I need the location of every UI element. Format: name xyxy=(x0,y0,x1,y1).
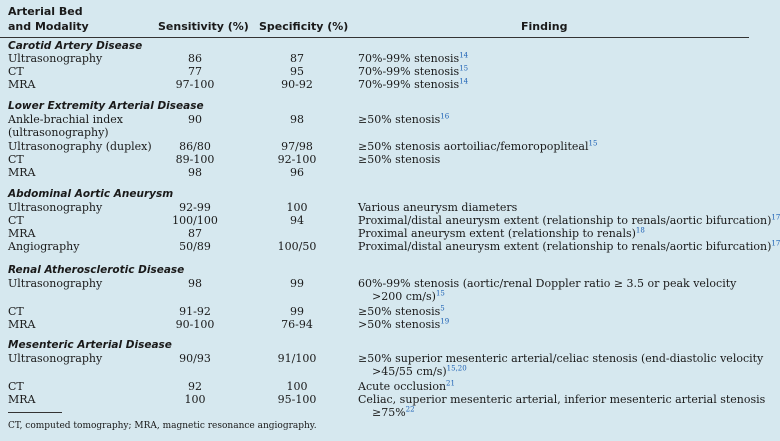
row-sensitivity: 100/100 xyxy=(172,214,218,227)
row-modality: CT xyxy=(8,153,24,166)
row-sensitivity: 77 xyxy=(188,65,202,78)
header-bed-line2: and Modality xyxy=(8,20,89,33)
finding-text: ≥50% stenosis aortoiliac/femoropopliteal xyxy=(358,140,589,153)
section-title-carotid: Carotid Artery Disease xyxy=(8,40,143,52)
finding-line2 xyxy=(358,365,763,378)
row-sensitivity: 98 xyxy=(188,166,202,179)
row-modality: MRA xyxy=(8,318,36,331)
row-finding xyxy=(358,214,780,227)
row-finding xyxy=(358,52,468,65)
row-specificity: 100 xyxy=(286,380,308,393)
row-sensitivity: 90-100 xyxy=(175,318,215,331)
finding-text: Proximal/distal aneurysm extent (relationship to renals/aortic bifurcation) xyxy=(358,240,772,253)
finding-text: >45/55 cm/s) xyxy=(372,365,447,378)
row-sensitivity: 92 xyxy=(188,380,202,393)
reference-link[interactable]: 15 xyxy=(435,289,445,298)
row-modality: MRA xyxy=(8,227,36,240)
header-finding: Finding xyxy=(521,20,568,33)
reference-link[interactable]: 18 xyxy=(635,226,645,235)
reference-link[interactable]: 21 xyxy=(446,379,455,388)
row-specificity: 100/50 xyxy=(277,240,317,253)
finding-text: 70%-99% stenosis xyxy=(358,65,460,78)
row-specificity: 100 xyxy=(286,201,308,214)
row-sensitivity: 98 xyxy=(188,277,202,290)
row-finding xyxy=(358,78,468,91)
row-sensitivity: 90 xyxy=(188,113,202,126)
finding-text: 70%-99% stenosis xyxy=(358,78,460,91)
row-modality: CT xyxy=(8,380,24,393)
finding-line2 xyxy=(358,290,736,303)
row-finding xyxy=(358,277,736,303)
section-title-aaa: Abdominal Aortic Aneurysm xyxy=(8,188,174,200)
row-finding xyxy=(358,140,597,153)
finding-text: >50% stenosis xyxy=(358,318,441,331)
row-specificity: 76-94 xyxy=(281,318,313,331)
row-finding xyxy=(358,240,780,253)
row-sensitivity: 86 xyxy=(188,52,202,65)
row-finding xyxy=(358,318,449,331)
reference-link[interactable]: 19 xyxy=(440,317,450,326)
row-specificity: 87 xyxy=(290,52,304,65)
row-modality: Angiography xyxy=(8,240,80,253)
section-title-lower-extremity: Lower Extremity Arterial Disease xyxy=(8,100,204,112)
finding-text: Proximal/distal aneurysm extent (relationship to renals/aortic bifurcation) xyxy=(358,214,772,227)
row-modality: MRA xyxy=(8,393,36,406)
row-finding xyxy=(358,393,765,419)
reference-link[interactable]: 17 xyxy=(771,239,780,248)
row-finding xyxy=(358,352,763,378)
row-sensitivity: 89-100 xyxy=(175,153,215,166)
row-specificity: 91/100 xyxy=(277,352,317,365)
reference-link[interactable]: 14 xyxy=(459,77,469,86)
row-specificity: 99 xyxy=(290,277,304,290)
header-rule xyxy=(0,37,749,38)
row-finding xyxy=(358,65,468,78)
finding-text: ≥50% stenosis xyxy=(358,113,441,126)
row-specificity: 95 xyxy=(290,65,304,78)
finding-text: ≥75% xyxy=(372,406,406,419)
row-finding xyxy=(358,305,445,318)
row-sensitivity: 86/80 xyxy=(179,140,211,153)
reference-link[interactable]: 15 xyxy=(588,139,598,148)
finding-text: ≥50% stenosis xyxy=(358,305,441,318)
row-specificity: 92-100 xyxy=(277,153,317,166)
modality-line2: (ultrasonography) xyxy=(8,126,109,139)
finding-line1: 60%-99% stenosis (aortic/renal Doppler ratio ≥ 3.5 or peak velocity xyxy=(358,277,737,290)
header-bed-line1: Arterial Bed xyxy=(8,5,83,18)
row-specificity: 99 xyxy=(290,305,304,318)
header-sensitivity: Sensitivity (%) xyxy=(158,20,249,33)
row-finding xyxy=(358,113,449,126)
reference-link[interactable]: 15 xyxy=(459,64,469,73)
row-specificity: 90-92 xyxy=(281,78,313,91)
row-sensitivity: 90/93 xyxy=(179,352,211,365)
finding-line1: Celiac, superior mesenteric arterial, inferior mesenteric arterial stenosis xyxy=(358,393,766,406)
section-title-renal: Renal Atherosclerotic Disease xyxy=(8,264,185,276)
finding-text: Proximal aneurysm extent (relationship to renals) xyxy=(358,227,636,240)
row-modality: CT xyxy=(8,305,24,318)
reference-link[interactable]: 15,20 xyxy=(446,364,467,373)
row-sensitivity: 100 xyxy=(184,393,206,406)
row-modality: MRA xyxy=(8,78,36,91)
row-modality: CT xyxy=(8,65,24,78)
row-specificity: 94 xyxy=(290,214,304,227)
finding-text: 70%-99% stenosis xyxy=(358,52,460,65)
row-sensitivity: 91-92 xyxy=(179,305,211,318)
row-modality: Ultrasonography xyxy=(8,201,103,214)
footnote: CT, computed tomography; MRA, magnetic resonance angiography. xyxy=(8,421,317,431)
finding-line1: ≥50% superior mesenteric arterial/celiac stenosis (end-diastolic velocity xyxy=(358,352,764,365)
row-specificity: 97/98 xyxy=(281,140,313,153)
row-modality: Ultrasonography (duplex) xyxy=(8,140,152,153)
row-modality xyxy=(8,113,123,139)
header-arterial-bed xyxy=(8,4,89,34)
finding-line2 xyxy=(358,406,765,419)
reference-link[interactable]: 14 xyxy=(459,51,469,60)
row-sensitivity: 87 xyxy=(188,227,202,240)
modality-line1: Ankle-brachial index xyxy=(8,113,123,126)
row-specificity: 98 xyxy=(290,113,304,126)
finding-text: >200 cm/s) xyxy=(372,290,436,303)
section-title-mesenteric: Mesenteric Arterial Disease xyxy=(8,339,172,351)
row-modality: CT xyxy=(8,214,24,227)
reference-link[interactable]: 22 xyxy=(405,405,415,414)
row-sensitivity: 92-99 xyxy=(179,201,211,214)
row-sensitivity: 50/89 xyxy=(179,240,211,253)
row-modality: Ultrasonography xyxy=(8,352,103,365)
row-modality: Ultrasonography xyxy=(8,277,103,290)
row-specificity: 95-100 xyxy=(277,393,317,406)
reference-link[interactable]: 16 xyxy=(440,112,450,121)
reference-link[interactable]: 5 xyxy=(440,304,445,313)
reference-link[interactable]: 17 xyxy=(771,213,780,222)
row-specificity: 96 xyxy=(290,166,304,179)
row-finding xyxy=(358,380,455,393)
row-finding xyxy=(358,227,645,240)
row-modality: MRA xyxy=(8,166,36,179)
row-modality: Ultrasonography xyxy=(8,52,103,65)
footnote-rule xyxy=(8,412,62,413)
finding-text: Acute occlusion xyxy=(358,380,447,393)
row-finding: ≥50% stenosis xyxy=(358,153,441,166)
row-sensitivity: 97-100 xyxy=(175,78,215,91)
header-specificity: Specificity (%) xyxy=(259,20,349,33)
row-finding: Various aneurysm diameters xyxy=(358,201,518,214)
